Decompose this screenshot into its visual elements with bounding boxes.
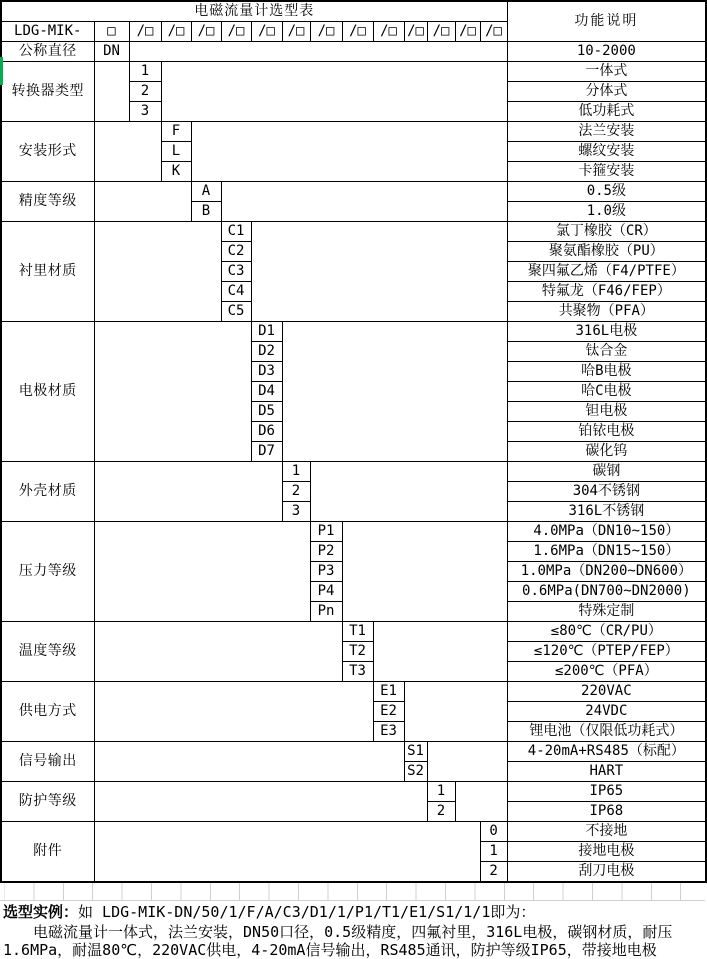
matrix-blank-right: [427, 742, 507, 782]
code-cell: T3: [342, 662, 373, 682]
matrix-blank-right: [251, 222, 507, 322]
code-cell: 1: [129, 62, 161, 82]
code-cell: S1: [404, 742, 427, 762]
description-cell: 聚氨酯橡胶（PU）: [507, 242, 706, 262]
description-cell: 螺纹安装: [507, 142, 706, 162]
code-box-cell: /□: [310, 22, 342, 42]
code-box-cell: /□: [404, 22, 427, 42]
section-label: 防护等级: [1, 782, 94, 822]
description-cell: 4.0MPa（DN10~150）: [507, 522, 706, 542]
code-cell: E2: [373, 702, 404, 722]
code-cell: C5: [221, 302, 251, 322]
function-description-header: 功能说明: [507, 1, 706, 42]
code-cell: E3: [373, 722, 404, 742]
code-cell: B: [191, 202, 221, 222]
code-cell: D4: [251, 382, 282, 402]
section-label: 转换器类型: [1, 62, 94, 122]
section-label: 信号输出: [1, 742, 94, 782]
description-cell: 1.0级: [507, 202, 706, 222]
code-cell: C4: [221, 282, 251, 302]
code-cell: 1: [427, 782, 455, 802]
matrix-blank-left: [94, 822, 480, 883]
code-box-cell: /□: [455, 22, 480, 42]
matrix-blank-left: [94, 782, 427, 822]
description-cell: 低功耗式: [507, 102, 706, 122]
matrix-blank-right: [342, 522, 507, 622]
example-description: 电磁流量计一体式，法兰安装，DN50口径，0.5级精度，四氟衬里，316L电极，碳钢材质，耐压1.6MPa，耐温80℃，220VAC供电，4-20mA信号输出，RS485通讯，防护等级IP65，带接地电极: [3, 923, 673, 959]
matrix-blank-right: [282, 322, 507, 462]
description-cell: IP68: [507, 802, 706, 822]
code-cell: P3: [310, 562, 342, 582]
matrix-blank-left: [94, 62, 129, 122]
matrix-blank-right: [455, 782, 507, 822]
section-label: 精度等级: [1, 182, 94, 222]
description-cell: 锂电池（仅限低功耗式）: [507, 722, 706, 742]
code-cell: E1: [373, 682, 404, 702]
code-box-cell: /□: [221, 22, 251, 42]
matrix-blank-left: [94, 322, 251, 462]
section-label: 供电方式: [1, 682, 94, 742]
code-cell: T1: [342, 622, 373, 642]
code-cell: 2: [282, 482, 310, 502]
code-cell: A: [191, 182, 221, 202]
code-cell: C2: [221, 242, 251, 262]
code-box-cell: /□: [342, 22, 373, 42]
code-cell: D1: [251, 322, 282, 342]
code-box-cell: /□: [251, 22, 282, 42]
section-label: 安装形式: [1, 122, 94, 182]
matrix-blank-left: [94, 622, 342, 682]
description-cell: 特氟龙（F46/FEP）: [507, 282, 706, 302]
code-cell: 0: [480, 822, 507, 842]
code-cell: C3: [221, 262, 251, 282]
code-box-cell: /□: [129, 22, 161, 42]
matrix-blank-right: [129, 42, 507, 62]
description-cell: 4-20mA+RS485（标配）: [507, 742, 706, 762]
code-cell: C1: [221, 222, 251, 242]
selection-example-block: [0, 901, 705, 959]
code-cell: P4: [310, 582, 342, 602]
section-label: 电极材质: [1, 322, 94, 462]
code-cell: K: [161, 162, 191, 182]
matrix-blank-left: [94, 222, 221, 322]
description-cell: IP65: [507, 782, 706, 802]
description-cell: ≤120℃（PTEP/FEP）: [507, 642, 706, 662]
code-cell: 1: [480, 842, 507, 862]
code-cell: 3: [129, 102, 161, 122]
description-cell: 分体式: [507, 82, 706, 102]
code-cell: L: [161, 142, 191, 162]
matrix-blank-left: [94, 522, 310, 622]
matrix-blank-right: [161, 62, 507, 122]
section-label: 衬里材质: [1, 222, 94, 322]
section-label: 公称直径: [1, 42, 94, 62]
section-label: 温度等级: [1, 622, 94, 682]
code-cell: 2: [427, 802, 455, 822]
description-cell: 1.0MPa（DN200~DN600）: [507, 562, 706, 582]
code-cell: 1: [282, 462, 310, 482]
description-cell: 220VAC: [507, 682, 706, 702]
code-box-cell: /□: [282, 22, 310, 42]
description-cell: 特殊定制: [507, 602, 706, 622]
matrix-blank-left: [94, 742, 404, 782]
matrix-blank-left: [94, 122, 161, 182]
example-lead-text: 如 LDG-MIK-DN/50/1/F/A/C3/D1/1/P1/T1/E1/S1/1/1即为：: [78, 903, 536, 921]
description-cell: 钽电极: [507, 402, 706, 422]
code-cell: Pn: [310, 602, 342, 622]
code-cell: D5: [251, 402, 282, 422]
description-cell: 碳化钨: [507, 442, 706, 462]
code-box-cell: /□: [427, 22, 455, 42]
matrix-blank-left: [94, 682, 373, 742]
description-cell: 聚四氟乙烯（F4/PTFE）: [507, 262, 706, 282]
description-cell: 氯丁橡胶（CR）: [507, 222, 706, 242]
code-box-cell: /□: [373, 22, 404, 42]
code-cell: D2: [251, 342, 282, 362]
section-label: 外壳材质: [1, 462, 94, 522]
code-cell: F: [161, 122, 191, 142]
description-cell: 24VDC: [507, 702, 706, 722]
code-cell: D3: [251, 362, 282, 382]
code-cell: 2: [480, 862, 507, 883]
example-lead-line: [3, 902, 702, 923]
code-cell: S2: [404, 762, 427, 782]
code-cell: D6: [251, 422, 282, 442]
description-cell: 铂铱电极: [507, 422, 706, 442]
spreadsheet-gridlines-strip: [0, 883, 705, 901]
description-cell: 0.5级: [507, 182, 706, 202]
matrix-blank-left: [94, 462, 282, 522]
description-cell: 刮刀电极: [507, 862, 706, 883]
matrix-blank-right: [404, 682, 507, 742]
description-cell: 0.6MPa(DN700~DN2000): [507, 582, 706, 602]
description-cell: HART: [507, 762, 706, 782]
matrix-blank-right: [310, 462, 507, 522]
description-cell: 316L不锈钢: [507, 502, 706, 522]
code-cell: DN: [94, 42, 129, 62]
matrix-blank-left: [94, 182, 191, 222]
model-prefix-cell: LDG-MIK-: [1, 22, 94, 42]
description-cell: 碳钢: [507, 462, 706, 482]
code-cell: P1: [310, 522, 342, 542]
example-lead-label: 选型实例：: [3, 903, 79, 921]
description-cell: 共聚物（PFA）: [507, 302, 706, 322]
description-cell: ≤80℃（CR/PU）: [507, 622, 706, 642]
description-cell: 卡箍安装: [507, 162, 706, 182]
code-cell: T2: [342, 642, 373, 662]
description-cell: 法兰安装: [507, 122, 706, 142]
section-label: 附件: [1, 822, 94, 883]
description-cell: 304不锈钢: [507, 482, 706, 502]
matrix-blank-right: [191, 122, 507, 182]
matrix-blank-right: [221, 182, 507, 222]
description-cell: 不接地: [507, 822, 706, 842]
description-cell: 钛合金: [507, 342, 706, 362]
section-label: 压力等级: [1, 522, 94, 622]
table-title: 电磁流量计选型表: [1, 1, 507, 22]
code-cell: 2: [129, 82, 161, 102]
code-box-cell: /□: [480, 22, 507, 42]
green-selection-marker: [0, 57, 3, 85]
matrix-blank-right: [373, 622, 507, 682]
code-box-cell: □: [94, 22, 129, 42]
description-cell: ≤200℃（PFA）: [507, 662, 706, 682]
description-cell: 1.6MPa（DN15~150）: [507, 542, 706, 562]
code-box-cell: /□: [191, 22, 221, 42]
code-cell: D7: [251, 442, 282, 462]
code-cell: P2: [310, 542, 342, 562]
code-box-cell: /□: [161, 22, 191, 42]
description-cell: 哈C电极: [507, 382, 706, 402]
description-cell: 接地电极: [507, 842, 706, 862]
description-cell: 哈B电极: [507, 362, 706, 382]
description-cell: 316L电极: [507, 322, 706, 342]
description-cell: 一体式: [507, 62, 706, 82]
code-cell: 3: [282, 502, 310, 522]
description-cell: 10-2000: [507, 42, 706, 62]
